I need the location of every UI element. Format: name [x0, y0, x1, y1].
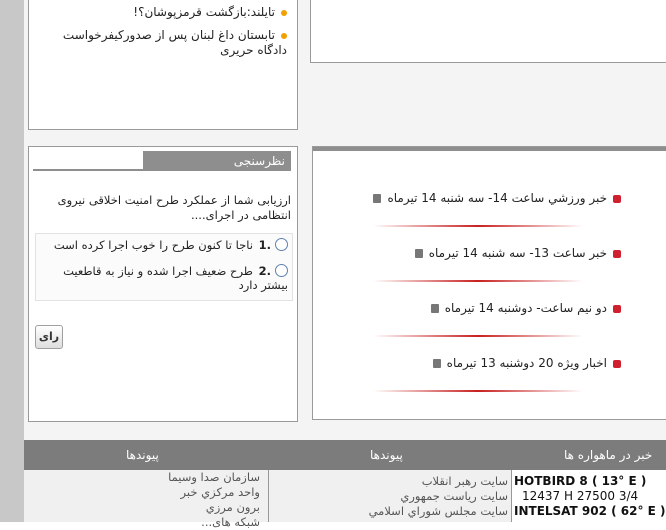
news-item[interactable] — [133, 5, 287, 20]
satellite-frequency: 12437 H 27500 3/4 — [522, 489, 639, 503]
footer-link[interactable]: برون مرزي — [205, 500, 260, 514]
bullet-icon — [281, 10, 287, 16]
footer-col3-title: خبر در ماهواره ها — [564, 448, 653, 462]
poll-title: نظرسنجی — [143, 151, 291, 171]
video-icon — [613, 360, 621, 368]
poll-question: ارزیابی شما از عملکرد طرح امنیت اخلاقی نیروی انتظامی در اجرای.... — [57, 193, 291, 222]
footer-link[interactable]: سایت ریاست جمهوري — [400, 489, 508, 503]
document-icon — [431, 304, 439, 313]
document-icon — [373, 194, 381, 203]
separator — [373, 335, 583, 337]
poll-panel — [28, 146, 298, 422]
panel-top-bar — [313, 147, 666, 151]
separator — [373, 280, 583, 282]
radio-button[interactable] — [275, 264, 288, 277]
news-item[interactable] — [47, 28, 287, 58]
broadcast-item[interactable] — [373, 191, 621, 205]
video-icon — [613, 305, 621, 313]
broadcast-item[interactable] — [415, 246, 621, 260]
option-number: .1 — [258, 238, 271, 252]
vote-button[interactable]: رای — [35, 325, 63, 349]
video-icon — [613, 250, 621, 258]
poll-option[interactable] — [40, 238, 288, 252]
footer-link[interactable]: سایت رهبر انقلاب — [421, 474, 508, 488]
footer-link[interactable]: شبکه های... — [201, 515, 260, 529]
footer-link[interactable]: واحد مرکزي خبر — [180, 485, 260, 499]
footer-link[interactable]: سایت مجلس شوراي اسلامي — [368, 504, 508, 518]
footer-col1-title: پیوندها — [126, 448, 159, 462]
radio-button[interactable] — [275, 238, 288, 251]
document-icon — [415, 249, 423, 258]
poll-option[interactable] — [40, 264, 288, 292]
option-label: طرح ضعیف اجرا شده و نیاز به قاطعیت بیشتر دارد — [63, 264, 288, 292]
satellite-line: HOTBIRD 8 ( 13° E ) — [514, 474, 647, 488]
document-icon — [433, 359, 441, 368]
poll-options — [35, 233, 293, 301]
separator — [373, 225, 583, 227]
footer-link[interactable]: سازمان صدا وسیما — [168, 470, 260, 484]
top-right-panel — [310, 0, 666, 63]
footer-divider — [268, 470, 269, 522]
broadcast-item-label[interactable]: اخبار ویژه 20 دوشنبه 13 تیرماه — [446, 356, 607, 370]
option-number: .2 — [258, 264, 271, 278]
broadcast-item-label[interactable]: دو نیم ساعت- دوشنبه 14 تیرماه — [444, 301, 607, 315]
news-box — [28, 0, 298, 130]
broadcast-item[interactable] — [431, 301, 621, 315]
footer — [24, 440, 666, 529]
left-margin-strip — [0, 0, 24, 522]
bullet-icon — [281, 33, 287, 39]
satellite-line: INTELSAT 902 ( 62° E ) — [514, 504, 666, 518]
broadcast-panel — [312, 146, 666, 420]
broadcast-item-label[interactable]: خبر ساعت 13- سه شنبه 14 تیرماه — [428, 246, 607, 260]
footer-divider — [511, 470, 512, 522]
video-icon — [613, 195, 621, 203]
broadcast-item-label[interactable]: خبر ورزشي ساعت 14- سه شنبه 14 تیرماه — [387, 191, 607, 205]
footer-col2-title: پیوندها — [370, 448, 403, 462]
footer-header — [24, 440, 666, 470]
broadcast-item[interactable] — [433, 356, 621, 370]
separator — [373, 390, 583, 392]
news-item-label[interactable]: تایلند:بازگشت قرمزپوشان؟! — [133, 5, 275, 19]
news-item-label[interactable]: تابستان داغ لبنان پس از صدورکیفرخواست دادگاه حریری — [62, 28, 287, 57]
option-label: ناجا تا کنون طرح را خوب اجرا کرده است — [53, 238, 253, 252]
